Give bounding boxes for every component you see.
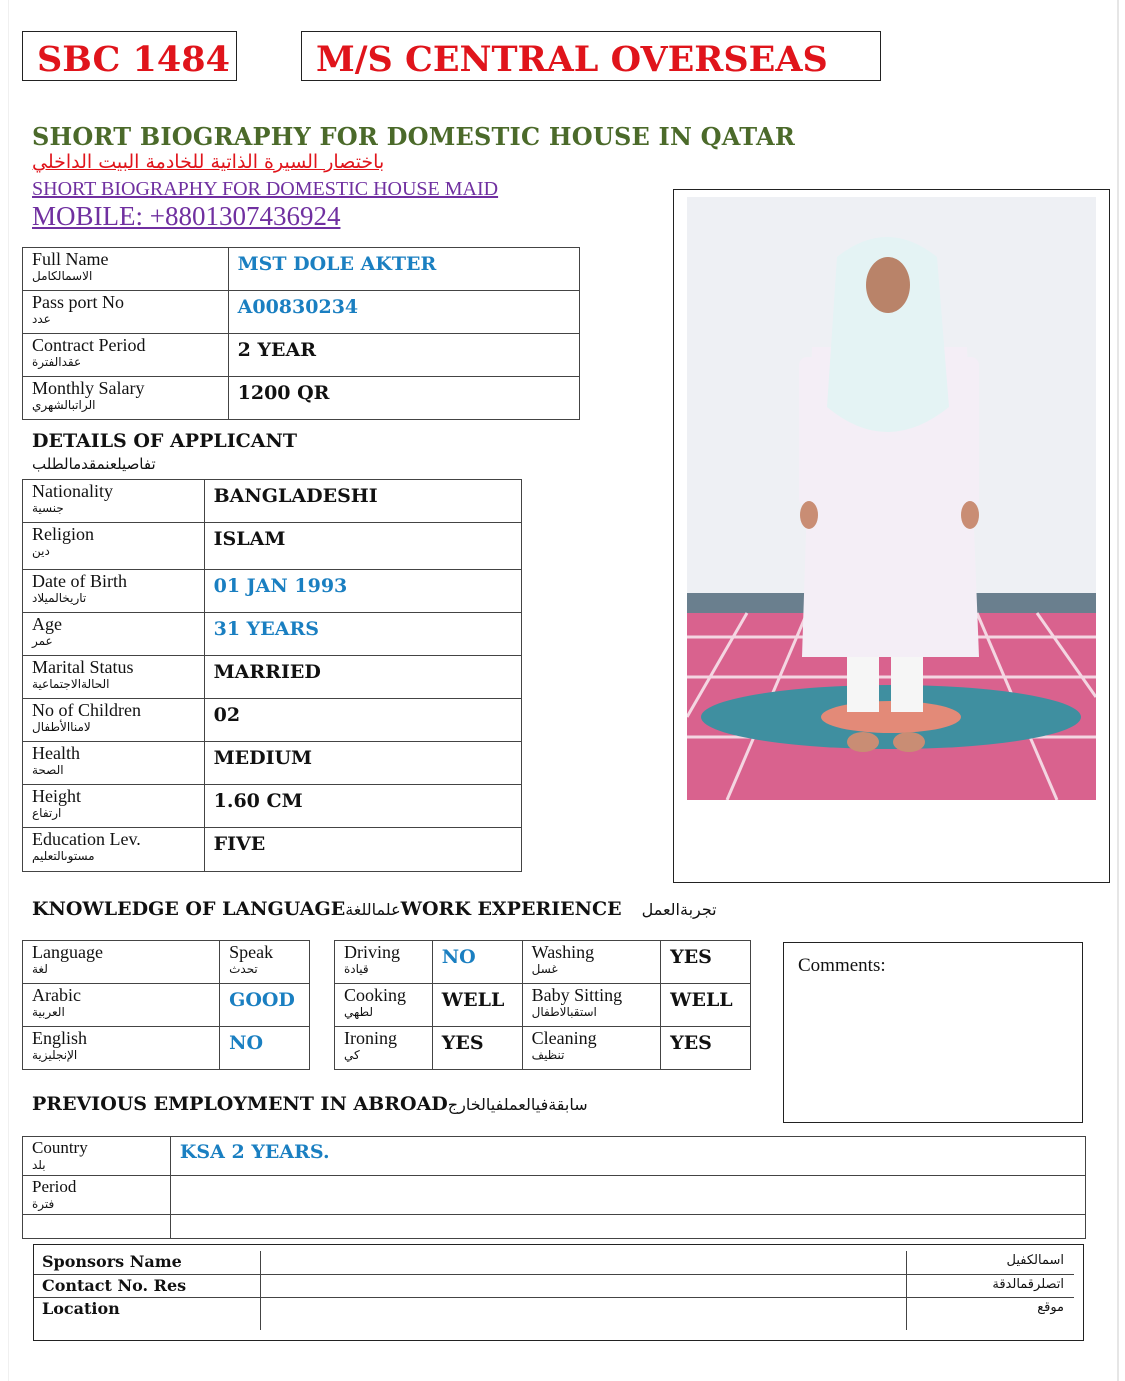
label-cell: English الإنجليزية: [23, 1027, 220, 1070]
health-value: MEDIUM: [204, 742, 521, 785]
label-cell: Cooking لطهي: [335, 984, 433, 1027]
label-cell: Country بلد: [23, 1137, 171, 1176]
label-cell: Nationality جنسية: [23, 480, 205, 523]
photo-frame: [673, 189, 1110, 883]
label-cell: Monthly Salary الراتبالشهري: [23, 377, 229, 420]
sponsor-box: [33, 1244, 1084, 1341]
label-cell: Age عمر: [23, 613, 205, 656]
contract-value: 2 YEAR: [228, 334, 579, 377]
label-cell: Health الصحة: [23, 742, 205, 785]
table-row: [23, 334, 580, 377]
sponsor-name-label: Sponsors Name: [34, 1251, 260, 1274]
photo-foot-right: [893, 732, 925, 752]
country-value: KSA 2 YEARS.: [170, 1137, 1085, 1176]
label-cell: Driving قيادة: [335, 941, 433, 984]
table-row: [335, 1027, 751, 1070]
details-table: [22, 479, 522, 872]
label-cell: Arabic العربية: [23, 984, 220, 1027]
english-speak-value: NO: [220, 1027, 310, 1070]
photo-face: [866, 257, 910, 313]
photo-arm-left: [799, 357, 819, 507]
table-row: [23, 523, 522, 570]
label-cell: Height ارتفاع: [23, 785, 205, 828]
baby-sitting-value: WELL: [661, 984, 751, 1027]
table-row: [335, 984, 751, 1027]
previous-heading: PREVIOUS EMPLOYMENT IN ABROADسابقةفيالعملفيالخارج: [32, 1093, 588, 1115]
empty-cell: [170, 1215, 1085, 1239]
table-row: [23, 941, 310, 984]
table-row: [23, 699, 522, 742]
page-edge-left: [8, 0, 9, 1381]
marital-value: MARRIED: [204, 656, 521, 699]
table-row: [335, 941, 751, 984]
table-row: [23, 480, 522, 523]
table-row: [23, 828, 522, 872]
table-row: [23, 742, 522, 785]
photo-hand-right: [961, 501, 979, 529]
table-row: [23, 1176, 1086, 1215]
cleaning-value: YES: [661, 1027, 751, 1070]
dob-value: 01 JAN 1993: [204, 570, 521, 613]
photo-arm-right: [959, 357, 979, 507]
photo-hand-left: [800, 501, 818, 529]
table-row: [23, 984, 310, 1027]
children-value: 02: [204, 699, 521, 742]
details-heading-ar: تفاصيلعنمقدمالطلب: [32, 455, 156, 473]
height-value: 1.60 CM: [204, 785, 521, 828]
nationality-value: BANGLADESHI: [204, 480, 521, 523]
education-value: FIVE: [204, 828, 521, 872]
label-cell: Language لغة: [23, 941, 220, 984]
table-row: [23, 377, 580, 420]
table-row: [34, 1251, 1074, 1274]
label-cell: Contract Period عقدالفترة: [23, 334, 229, 377]
location-label-ar: موقع: [906, 1297, 1074, 1330]
table-row: [23, 1027, 310, 1070]
mobile-title: MOBILE: +8801307436924: [32, 201, 341, 231]
code-box: SBC 1484: [22, 31, 237, 81]
salary-value: 1200 QR: [228, 377, 579, 420]
table-row: [23, 570, 522, 613]
arabic-title: باختصار السيرة الذاتية للخادمة البيت الداخلي: [32, 151, 385, 173]
contact-label-ar: اتصلرقمالدقة: [906, 1274, 1074, 1297]
photo-foot-left: [847, 732, 879, 752]
cooking-value: WELL: [432, 984, 522, 1027]
details-heading: DETAILS OF APPLICANT: [32, 430, 297, 452]
table-row: [34, 1297, 1074, 1330]
label-cell: Speak تحدث: [220, 941, 310, 984]
table-row: [34, 1274, 1074, 1297]
passport-value: A00830234: [228, 291, 579, 334]
table-row: [23, 1215, 1086, 1239]
table-row: [23, 656, 522, 699]
label-cell: Full Name الاسمالكامل: [23, 248, 229, 291]
sponsor-table: [34, 1251, 1074, 1330]
label-cell: Education Lev. مستوىالتعليم: [23, 828, 205, 872]
driving-value: NO: [432, 941, 522, 984]
period-value: [170, 1176, 1085, 1215]
washing-value: YES: [661, 941, 751, 984]
empty-cell: [23, 1215, 171, 1239]
lang-work-heading: KNOWLEDGE OF LANGUAGEعلماللغةWORK EXPERIENCE تجربةالعمل: [32, 898, 717, 920]
main-title: SHORT BIOGRAPHY FOR DOMESTIC HOUSE IN QATAR: [32, 122, 795, 151]
comments-box: [783, 942, 1083, 1123]
table-row: [23, 785, 522, 828]
comments-label: Comments:: [798, 955, 886, 976]
contact-label: Contact No. Res: [34, 1274, 260, 1297]
table-row: [23, 248, 580, 291]
work-table: [334, 940, 751, 1070]
label-cell: Washing غسل: [522, 941, 660, 984]
contact-value: [260, 1274, 906, 1297]
label-cell: Period فترة: [23, 1176, 171, 1215]
label-cell: Date of Birth تاريخالميلاد: [23, 570, 205, 613]
label-cell: Pass port No عدد: [23, 291, 229, 334]
label-cell: Marital Status الحالةالاجتماعية: [23, 656, 205, 699]
label-cell: Cleaning تنظيف: [522, 1027, 660, 1070]
religion-value: ISLAM: [204, 523, 521, 570]
label-cell: Baby Sitting استقبالاطفال: [522, 984, 660, 1027]
ironing-value: YES: [432, 1027, 522, 1070]
previous-table: [22, 1136, 1086, 1239]
full-name-value: MST DOLE AKTER: [228, 248, 579, 291]
arabic-speak-value: GOOD: [220, 984, 310, 1027]
table-row: [23, 613, 522, 656]
sponsor-name-label-ar: اسمالكفيل: [906, 1251, 1074, 1274]
table-row: [23, 1137, 1086, 1176]
label-cell: Religion دين: [23, 523, 205, 570]
sub-title: SHORT BIOGRAPHY FOR DOMESTIC HOUSE MAID: [32, 178, 499, 200]
age-value: 31 YEARS: [204, 613, 521, 656]
company-box: M/S CENTRAL OVERSEAS: [301, 31, 881, 81]
location-value: [260, 1297, 906, 1330]
sponsor-name-value: [260, 1251, 906, 1274]
applicant-photo: [687, 197, 1096, 800]
location-label: Location: [34, 1297, 260, 1330]
label-cell: Ironing كي: [335, 1027, 433, 1070]
basic-info-table: [22, 247, 580, 420]
page-edge-right: [1117, 0, 1119, 1381]
table-row: [23, 291, 580, 334]
language-table: [22, 940, 310, 1070]
label-cell: No of Children لامناالأطفال: [23, 699, 205, 742]
